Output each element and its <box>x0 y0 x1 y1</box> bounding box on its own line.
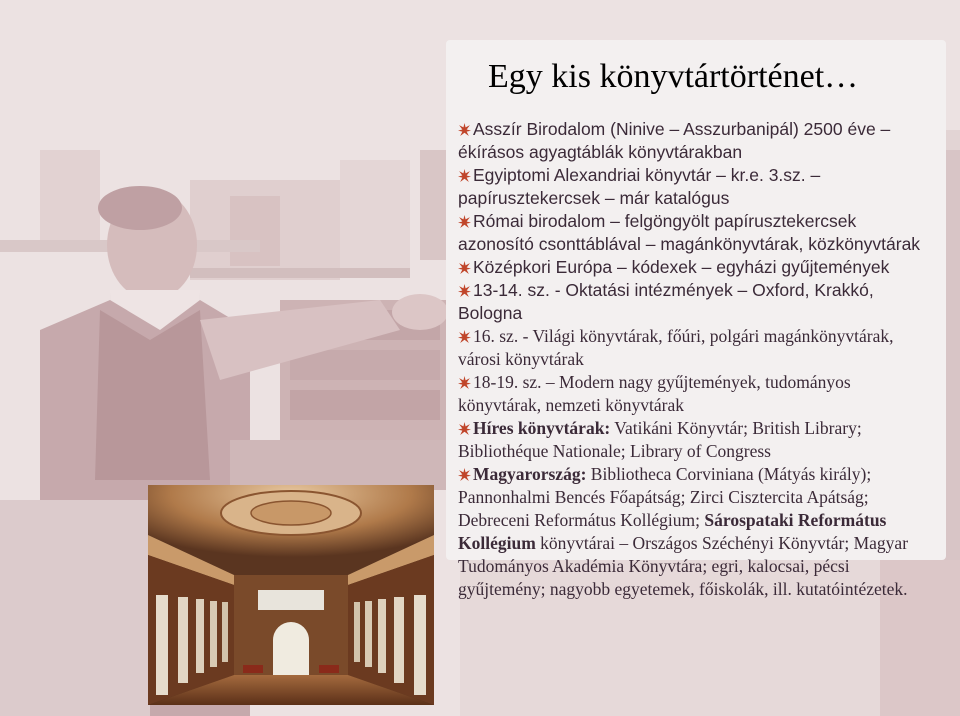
bullet-strong: Sárospataki Református Kollégium <box>458 510 887 553</box>
bullet-text: Asszír Birodalom (Ninive – Asszurbanipál) 2500 éve – ékírásos agyagtáblák könyvtárakban <box>458 119 891 162</box>
bullet-item <box>458 371 928 417</box>
star-bullet-icon <box>458 330 471 343</box>
bullet-item <box>458 164 928 210</box>
star-bullet-icon <box>458 123 471 136</box>
bullet-item <box>458 417 928 463</box>
star-bullet-icon <box>458 215 471 228</box>
bullet-lead: Magyarország: <box>473 464 587 484</box>
bullet-list <box>458 118 928 601</box>
star-bullet-icon <box>458 376 471 389</box>
bullet-item <box>458 256 928 279</box>
star-bullet-icon <box>458 422 471 435</box>
star-bullet-icon <box>458 261 471 274</box>
bullet-text: 16. sz. - Világi könyvtárak, főúri, polgári magánkönyvtárak, városi könyvtárak <box>458 326 894 369</box>
bullet-text: Egyiptomi Alexandriai könyvtár – kr.e. 3.sz. – papírusztekercsek – már katalógus <box>458 165 821 208</box>
bullet-item <box>458 463 928 601</box>
star-bullet-icon <box>458 169 471 182</box>
slide-title: Egy kis könyvtártörténet… <box>488 58 859 95</box>
bullet-text: 13-14. sz. - Oktatási intézmények – Oxford, Krakkó, Bologna <box>458 280 874 323</box>
bullet-item <box>458 325 928 371</box>
star-bullet-icon <box>458 284 471 297</box>
star-bullet-icon <box>458 468 471 481</box>
bullet-text: 18-19. sz. – Modern nagy gyűjtemények, tudományos könyvtárak, nemzeti könyvtárak <box>458 372 851 415</box>
bullet-text: Római birodalom – felgöngyölt papírusztekercsek azonosító csonttáblával – magánkönyvtárak, közkönyvtárak <box>458 211 921 254</box>
bullet-text: Középkori Európa – kódexek – egyházi gyűjtemények <box>473 257 890 277</box>
bullet-item <box>458 210 928 256</box>
bullet-text: Bibliotheca Corviniana (Mátyás király); Pannonhalmi Bencés Főapátság; Zirci Cisztercita Apátság; Debreceni Református Kollégium; <box>458 464 872 530</box>
bullet-lead: Híres könyvtárak: <box>473 418 611 438</box>
library-hall-photo <box>148 485 434 705</box>
bullet-item <box>458 279 928 325</box>
bullet-tail: könyvtárai – Országos Széchényi Könyvtár; Magyar Tudományos Akadémia Könyvtára; egri, kalocsai, pécsi gyűjtemény; nagyobb egyetemek, főiskolák, ill. kutatóintézetek. <box>458 533 909 599</box>
bullet-item <box>458 118 928 164</box>
bullet-text: Vatikáni Könyvtár; British Library; Bibliothéque Nationale; Library of Congress <box>458 418 862 461</box>
